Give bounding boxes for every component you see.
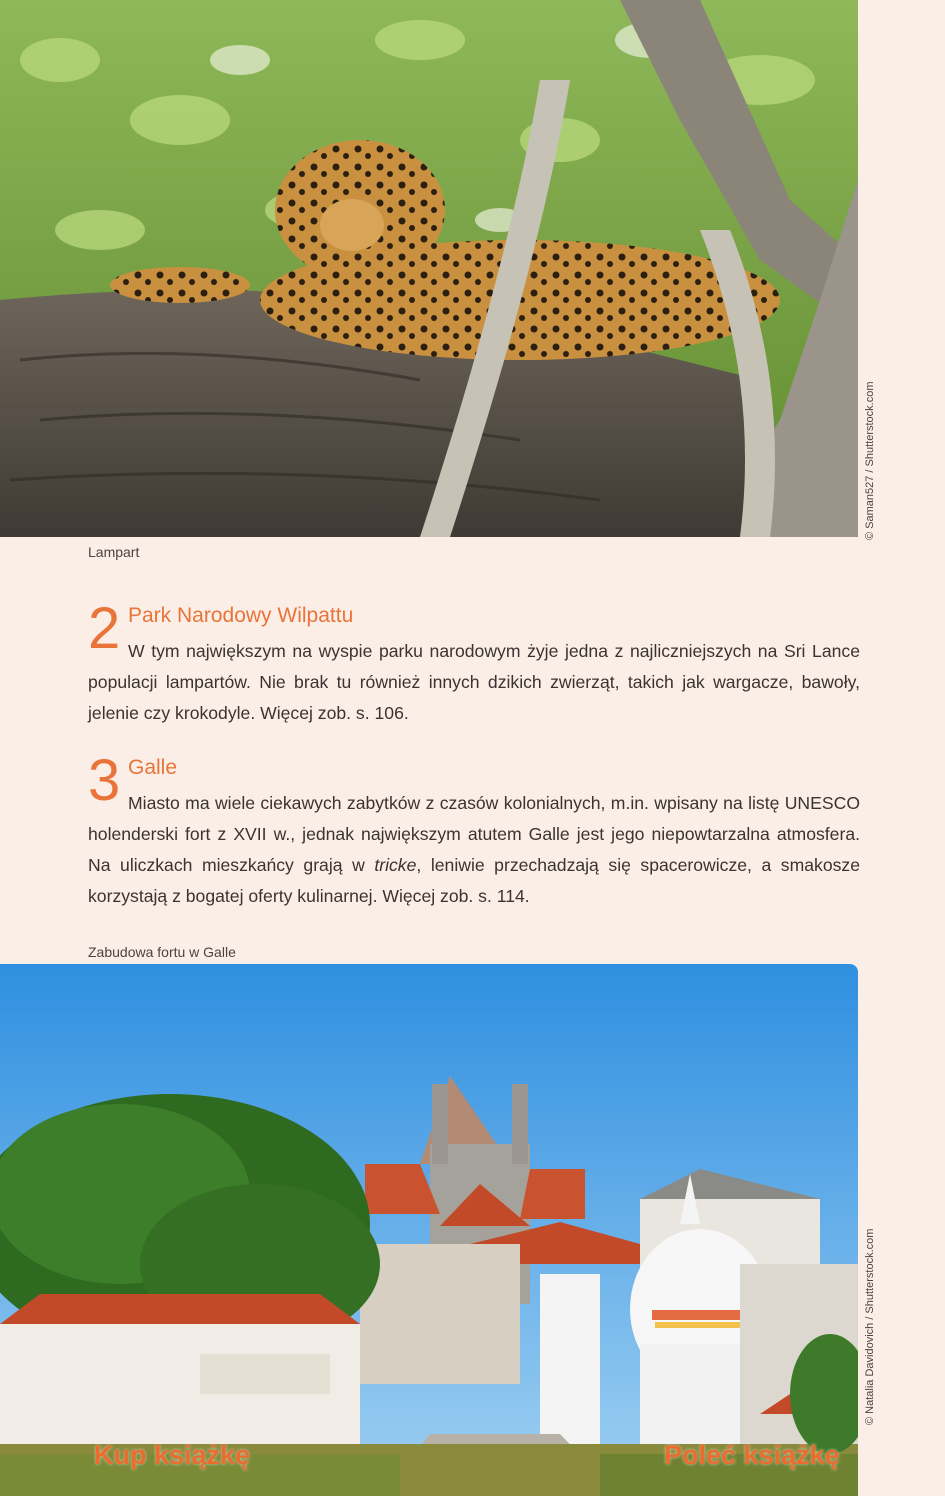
photo-caption-top: Lampart [88, 544, 140, 560]
photo-caption-bottom: Zabudowa fortu w Galle [88, 944, 236, 960]
entry-text-part: Miasto ma wiele ciekawych zabytków z czasów kolonialnych, m.in. wpisany na listę UNESCO holenderski fort z XVII w., jednak największym atutem Galle jest jego niepowtarzalna atmosfera. Na uliczkach mieszkańcy grają w [88, 793, 860, 875]
photo-credit-top: © Saman527 / Shutterstock.com [864, 381, 876, 540]
galle-fort-illustration [0, 964, 858, 1496]
entry-number: 3 [88, 748, 121, 813]
entry-text: W tym największym na wyspie parku narodowym żyje jedna z najliczniejszych na Sri Lance populacji lampartów. Nie brak tu również innych dzikich zwierząt, takich jak wargacze, bawoły, jelenie czy krokodyle. Więcej zob. s. 106. [88, 641, 860, 723]
entry-title: Galle [128, 756, 178, 779]
entry-text-italic: tricke [374, 855, 417, 875]
galle-fort-photo [0, 964, 858, 1496]
entry-text-part: , leniwie przechadzają się spacerowicze, a smakosze korzystają z bogatej oferty kulinarnej. Więcej zob. s. 114. [88, 855, 860, 906]
recommend-book-button[interactable]: Poleć książkę [664, 1440, 840, 1470]
entry-title: Park Narodowy Wilpattu [128, 604, 354, 627]
buy-book-button[interactable]: Kup książkę [94, 1440, 251, 1470]
leopard-photo [0, 0, 858, 537]
photo-credit-bottom: © Natalia Davidovich / Shutterstock.com [864, 1228, 876, 1425]
leopard-illustration [0, 0, 858, 537]
entry-number: 2 [88, 596, 121, 661]
entry-text [88, 788, 860, 912]
